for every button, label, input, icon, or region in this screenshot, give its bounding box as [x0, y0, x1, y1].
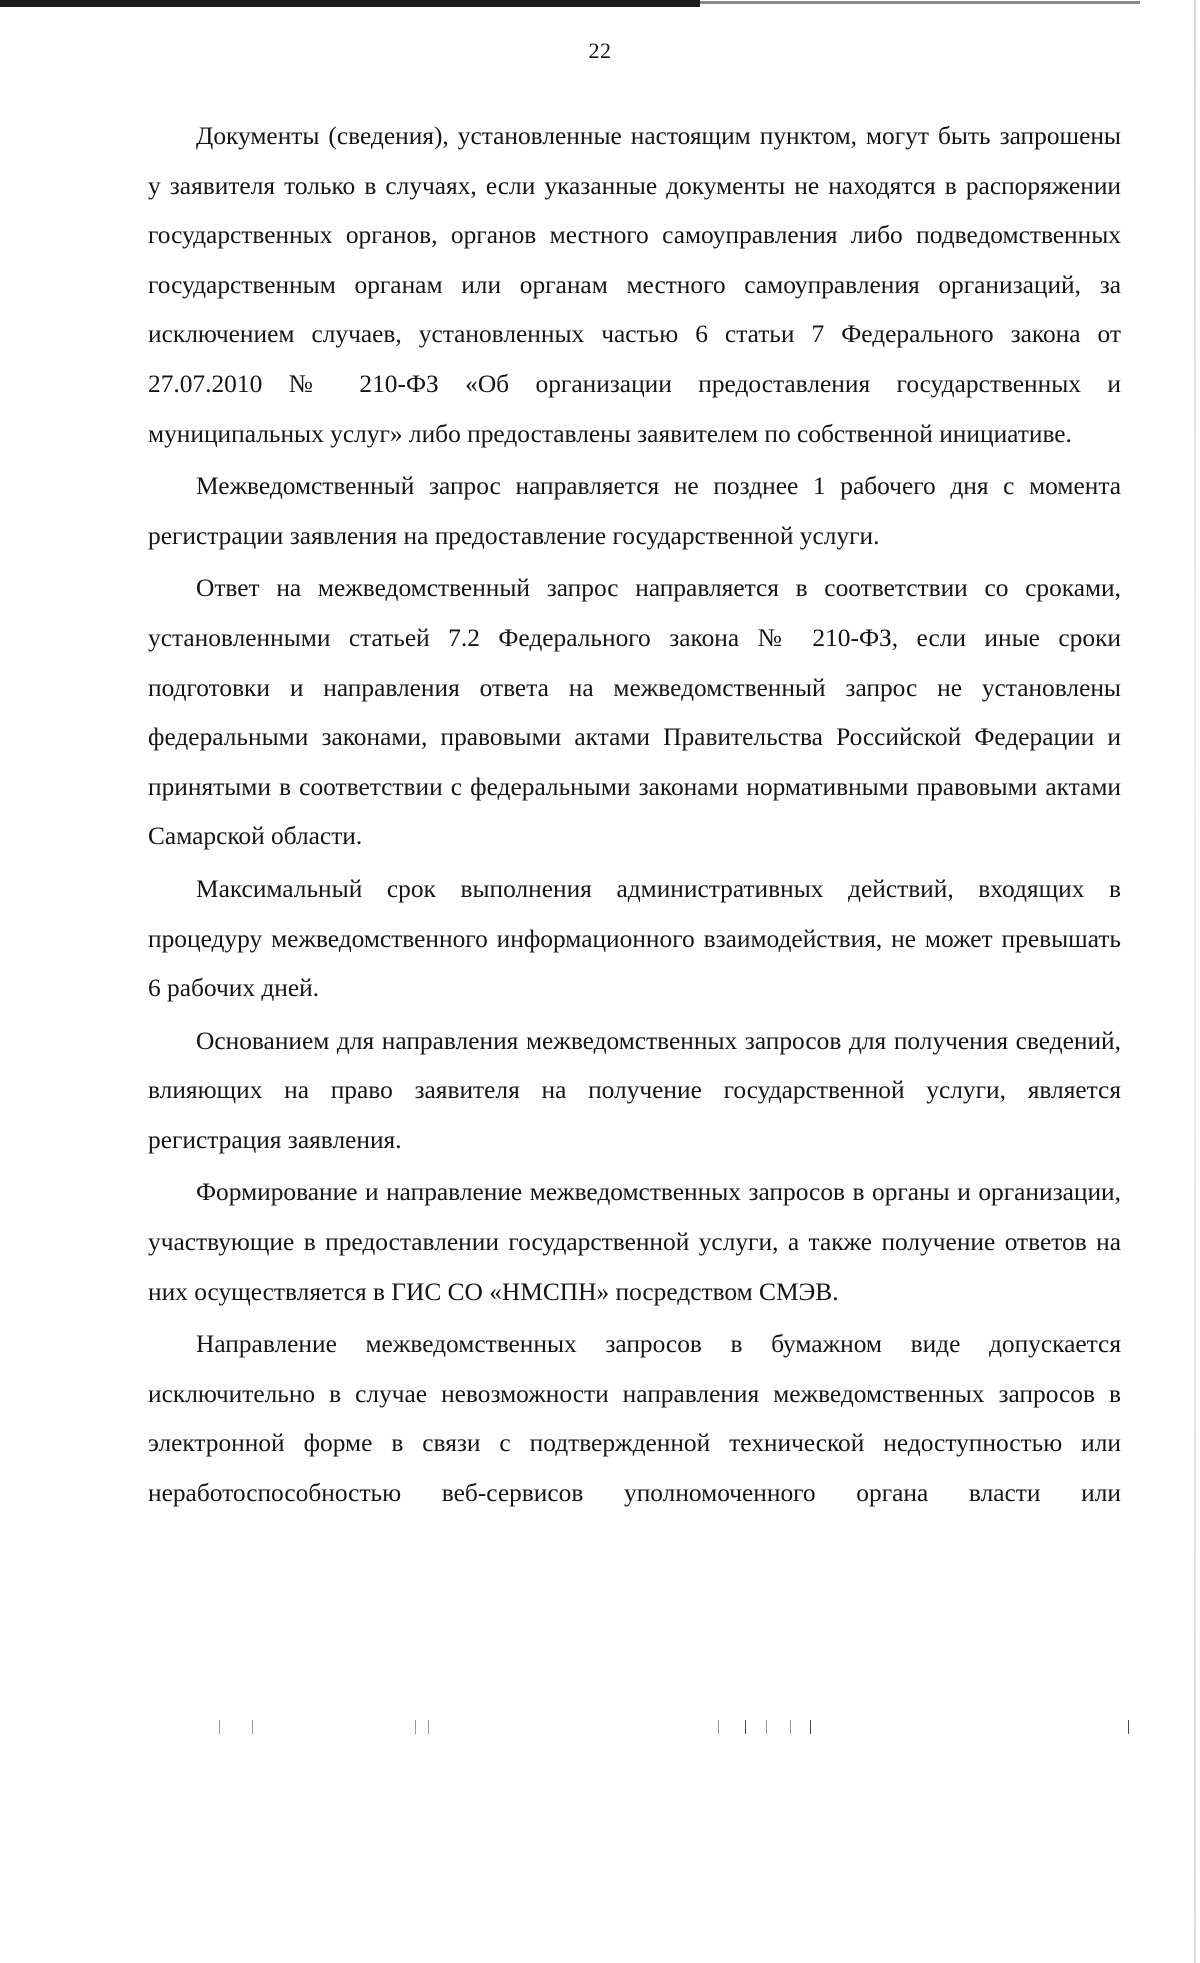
- scan-tick-mark: [428, 1720, 429, 1734]
- paragraph-interagency-request-deadline: Межведомственный запрос направляется не позднее 1 рабочего дня с момента регистрации заявления на предоставление государственной услуги.: [148, 472, 1121, 550]
- document-body: [148, 112, 1121, 1522]
- paragraph-documents-request: Документы (сведения), установленные настоящим пунктом, могут быть запрошены у заявителя только в случаях, если указанные документы не находятся в распоряжении государственных органов, органов местного самоуправления либо подведомственных государственным органам или органам местного самоуправления организаций, за исключением случаев, установленных частью 6 статьи 7 Федерального закона от 27.07.2010 № 210-ФЗ «Об организации предоставления государственных и муниципальных услуг» либо предоставлены заявителем по собственной инициативе.: [148, 122, 1121, 448]
- scan-tick-mark: [415, 1720, 416, 1734]
- scan-tick-mark: [810, 1720, 811, 1734]
- paragraph-paper-requests: Направление межведомственных запросов в бумажном виде допускается исключительно в случае невозможности направления межведомственных запросов в электронной форме в связи с подтвержденной технической недоступностью или неработоспособностью веб-сервисов уполномоченного органа власти или: [148, 1330, 1121, 1508]
- scan-right-edge: [1194, 0, 1196, 1963]
- page-number: 22: [588, 38, 612, 63]
- scan-tick-mark: [252, 1720, 253, 1734]
- scan-artifacts: [0, 1720, 1200, 1750]
- paragraph-max-duration: Максимальный срок выполнения административных действий, входящих в процедуру межведомственного информационного взаимодействия, не может превышать 6 рабочих дней.: [148, 874, 1121, 1003]
- paragraph-request-formation: Формирование и направление межведомственных запросов в органы и организации, участвующие в предоставлении государственной услуги, а также получение ответов на них осуществляется в ГИС СО «НМСПН» посредством СМЭВ.: [148, 1178, 1121, 1306]
- scan-tick-mark: [718, 1720, 719, 1734]
- scan-tick-mark: [766, 1720, 767, 1734]
- paragraph-response-deadlines: Ответ на межведомственный запрос направляется в соответствии со сроками, установленными статьей 7.2 Федерального закона № 210-ФЗ, если иные сроки подготовки и направления ответа на межведомственный запрос не установлены федеральными законами, правовыми актами Правительства Российской Федерации и принятыми в соответствии с федеральными законами нормативными правовыми актами Самарской области.: [148, 574, 1121, 851]
- scan-tick-mark: [1128, 1720, 1129, 1734]
- scan-tick-mark: [745, 1720, 746, 1734]
- scan-top-border: [0, 0, 700, 7]
- scan-tick-mark: [790, 1720, 791, 1734]
- scan-top-border-fade: [700, 1, 1140, 4]
- scan-tick-mark: [219, 1720, 220, 1734]
- paragraph-request-basis: Основанием для направления межведомственных запросов для получения сведений, влияющих на право заявителя на получение государственной услуги, является регистрация заявления.: [148, 1026, 1121, 1154]
